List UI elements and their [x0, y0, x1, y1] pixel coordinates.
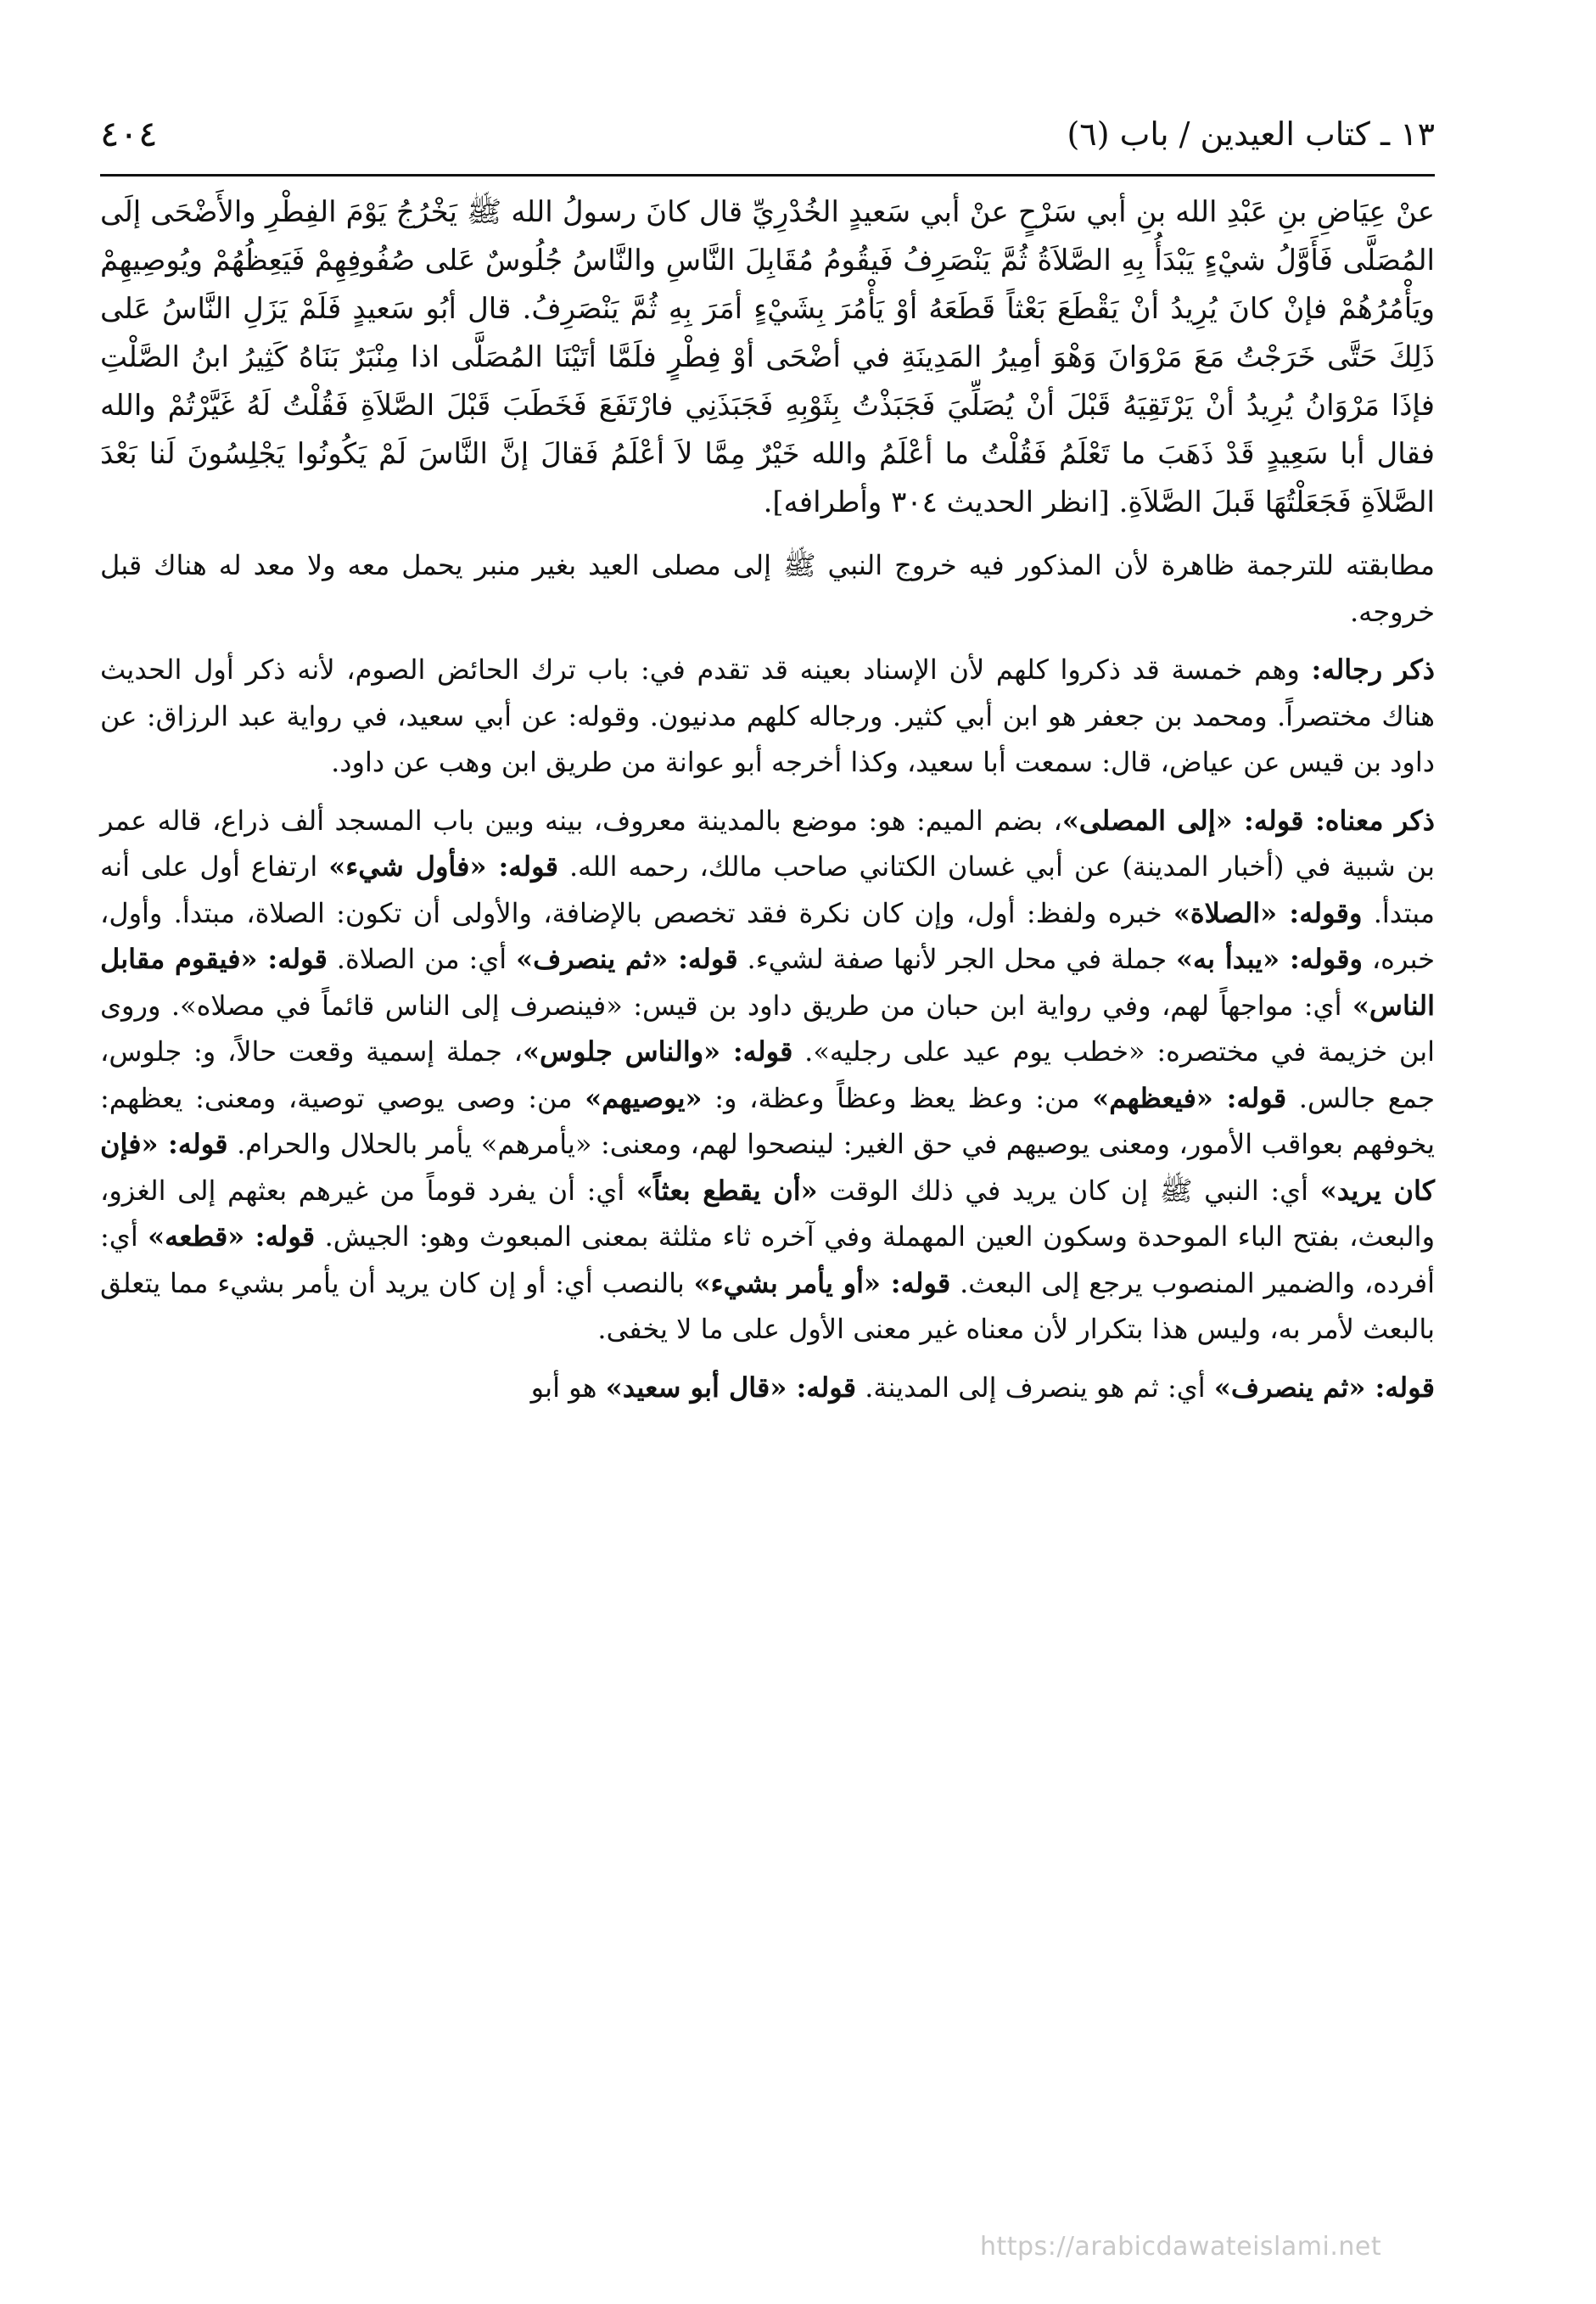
paragraph-text: ، جملة إسمية وقعت حالاً، و: جلوس، جمع جالس. [100, 1035, 1436, 1114]
quoted-phrase: «أن يقطع بعثاً» [636, 1174, 818, 1207]
quoted-phrase: «يوصيهم» [585, 1081, 703, 1114]
narrators-paragraph [100, 647, 1435, 786]
paragraph-text: جملة في محل الجر لأنها صفة لشيء. [737, 943, 1176, 975]
paragraph-text: أي: ثم هو ينصرف إلى المدينة. [856, 1371, 1214, 1404]
paragraph-text: وهم خمسة قد ذكروا كلهم لأن الإسناد بعينه قد تقدم في: باب ترك الحائض الصوم، لأنه ذكر أول الحديث هناك مختصراً. ومحمد بن جعفر هو ابن أبي كثير. ورجاله كلهم مدنيون. وقوله: عن أبي سعيد، في رواية عبد الرزاق: عن داود بن قيس عن عياض، قال: سمعت أبا سعيد، وكذا أخرجه أبو عوانة من طريق ابن وهب عن داود. [100, 653, 1435, 778]
paragraph-text: من: وصى يوصي توصية، ومعنى: يعظهم: يخوفهم بعواقب الأمور، ومعنى يوصيهم في حق الغير: لينصحوا لهم، ومعنى: «يأمرهم» يأمر بالحلال والحرام. [100, 1081, 1436, 1160]
paragraph-text: أي: أن يفرد قوماً من غيرهم بعثهم إلى الغزو، والبعث، بفتح الباء الموحدة وسكون العين المهملة وفي آخره ثاء مثلثة بمعنى المبعوث وهو: الجيش. [100, 1174, 1436, 1253]
watermark-url: https://arabicdawateislami.net [980, 2232, 1382, 2262]
quoted-phrase: قوله: «فيقوم مقابل الناس» [100, 943, 1435, 1022]
meaning-paragraph [100, 798, 1435, 1353]
section-heading: ذكر رجاله: [1311, 653, 1436, 686]
hadith-text: عنْ عِيَاضِ بنِ عَبْدِ الله بنِ أبي سَرْحٍ عنْ أبي سَعيدٍ الخُدْرِيِّ قال كانَ رسولُ الله ﷺ يَخْرُجُ يَوْمَ الفِطْرِ والأَضْحَى إلَى المُصَلَّى فَأَوَّلُ شيْءٍ يَبْدَأُ بِهِ الصَّلاَةُ ثُمَّ يَنْصَرِفُ فَيقُومُ مُقَابِلَ النَّاسِ والنَّاسُ جُلُوسٌ عَلى صُفُوفِهِمْ فَيَعِظُهُمْ ويُوصِيهِمْ ويَأْمُرُهُمْ فإنْ كانَ يُرِيدُ أنْ يَقْطَعَ بَعْثاً قَطَعَهُ أوْ يَأْمُرَ بِشَيْءٍ أمَرَ بِهِ ثُمَّ يَنْصَرِفُ. قال أبُو سَعيدٍ فَلَمْ يَزَلِ النَّاسُ عَلى ذَلِكَ حَتَّى خَرَجْتُ مَعَ مَرْوَانَ وَهْوَ أمِيرُ المَدِينَةِ في أضْحَى أوْ فِطْرٍ فلَمَّا أتَيْنَا المُصَلَّى اذا مِنْبَرٌ بَنَاهُ كَثِيرُ ابنُ الصَّلْتِ فإذَا مَرْوَانُ يُرِيدُ أنْ يَرْتَقِيَهُ قَبْلَ أنْ يُصَلِّيَ فَجَبَذْتُ بِثَوْبِهِ فَجَبَذَنِي فارْتَفَعَ فَخَطَبَ قَبْلَ الصَّلاَةِ فَقُلْتُ لَهُ غَيَّرْتُمْ والله فقال أبا سَعِيدٍ قَدْ ذَهَبَ ما تَعْلَمُ فَقُلْتُ ما أعْلَمُ والله خَيْرٌ مِمَّا لاَ أعْلَمُ فَقالَ إنَّ النَّاسَ لَمْ يَكُونُوا يَجْلِسُونَ لَنا بَعْدَ الصَّلاَةِ فَجَعَلْتُهَا قَبلَ الصَّلاَةِ. [انظر الحديث ٣٠٤ وأطرافه]. [100, 195, 1435, 519]
quoted-phrase: قوله: «فيعظهم» [1092, 1081, 1287, 1114]
quoted-phrase: قوله: «أو يأمر بشيء» [693, 1266, 951, 1299]
quoted-phrase: قوله: «فإن كان يريد» [100, 1128, 1436, 1207]
paragraph-text: بالنصب أي: أو إن كان يريد أن يأمر بشيء مما يتعلق بالبعث لأمر به، وليس هذا بتكرار لأن معناه غير معنى الأول على ما لا يخفى. [100, 1266, 1435, 1345]
quoted-phrase: قوله: «قال أبو سعيد» [605, 1371, 857, 1404]
section-heading: ذكر معناه: قوله: «إلى المصلى» [1061, 804, 1436, 837]
quoted-phrase: قوله: «والناس جلوس» [522, 1035, 793, 1068]
chapter-title: ١٣ ـ كتاب العيدين / باب (٦) [1067, 115, 1435, 153]
quoted-phrase: وقوله: «يبدأ به» [1175, 943, 1363, 975]
quoted-phrase: قوله: «قطعه» [148, 1220, 316, 1253]
quoted-phrase: قوله: «ثم ينصرف» [516, 943, 738, 975]
page-number: ٤٠٤ [100, 113, 158, 154]
paragraph-text: ، بضم الميم: هو: موضع بالمدينة معروف، بينه وبين باب المسجد ألف ذراع، قاله عمر بن شبية في (أخبار المدينة) عن أبي غسان الكتاني صاحب مالك، رحمه الله. [100, 804, 1436, 883]
paragraph-text: من: وعظ يعظ وعظاً وعظة، و: [702, 1081, 1093, 1114]
paragraph-text: أي: أفرده، والضمير المنصوب يرجع إلى البعث. [100, 1220, 1436, 1299]
page-header [100, 102, 1435, 170]
paragraph-text: أي: النبي ﷺ إن كان يريد في ذلك الوقت [817, 1174, 1320, 1207]
paragraph-text: أي: من الصلاة. [327, 943, 517, 975]
paragraph-text: خبره ولفظ: أول، وإن كان نكرة فقد تخصص بالإضافة، والأولى أن تكون: الصلاة، مبتدأ. وأول، خبره، [100, 896, 1436, 975]
paragraph-text: ارتفاع أول على أنه مبتدأ. [100, 850, 1436, 929]
quoted-phrase: قوله: «فأول شيء» [328, 850, 558, 883]
quoted-phrase: قوله: «ثم ينصرف» [1213, 1371, 1435, 1404]
header-divider [100, 174, 1435, 177]
quoted-phrase: وقوله: «الصلاة» [1173, 896, 1363, 929]
final-paragraph [100, 1365, 1435, 1411]
page-body [100, 188, 1435, 1422]
commentary-paragraph: مطابقته للترجمة ظاهرة لأن المذكور فيه خروج النبي ﷺ إلى مصلى العيد بغير منبر يحمل معه ولا معد له هناك قبل خروجه. [100, 549, 1435, 628]
paragraph-text: أي: مواجهاً لهم، وفي رواية ابن حبان من طريق داود بن قيس: «فينصرف إلى الناس قائماً في مصلاه». وروى ابن خزيمة في مختصره: «خطب يوم عيد على رجليه». [100, 989, 1436, 1068]
paragraph-text: هو أبو [530, 1371, 606, 1404]
